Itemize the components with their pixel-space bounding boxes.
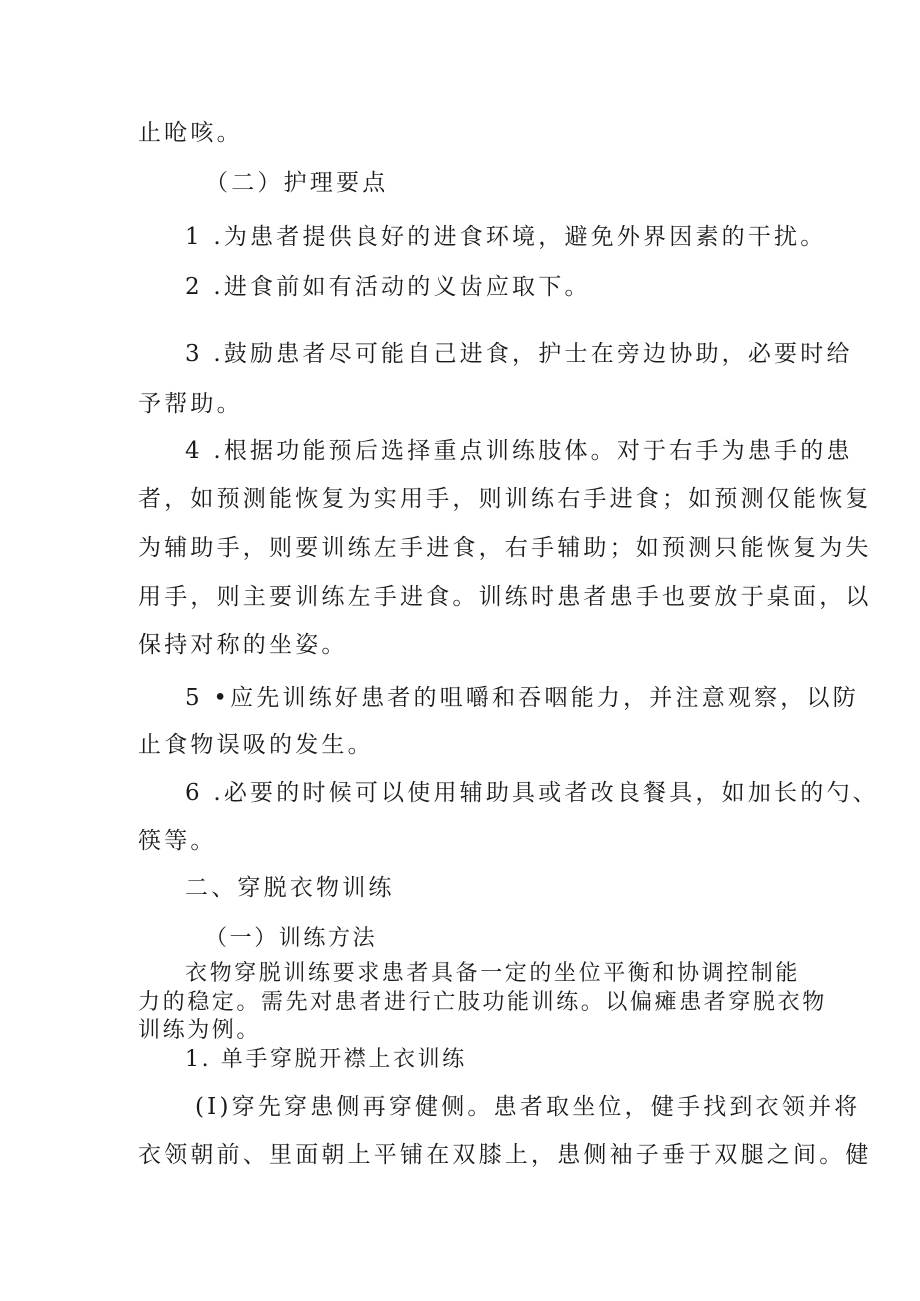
list-item: 2 .进食前如有活动的义齿应取下。 [185, 274, 591, 300]
section-heading: 二、穿脱衣物训练 [185, 875, 395, 901]
paragraph-line: 止食物误吸的发生。 [138, 732, 374, 758]
paragraph-line: 筷等。 [138, 828, 217, 854]
paragraph-line: 保持对称的坐姿。 [138, 632, 348, 658]
paragraph-line: 止呛咳。 [138, 120, 243, 146]
list-item: 1. 单手穿脱开襟上衣训练 [185, 1047, 467, 1072]
list-item: 3 .鼓励患者尽可能自己进食，护士在旁边协助，必要时给 [185, 341, 853, 367]
list-item: 6 .必要的时候可以使用辅助具或者改良餐具，如加长的勺、 [185, 780, 879, 806]
paragraph-line: 力的稳定。需先对患者进行亡肢功能训练。以偏瘫患者穿脱衣物 [138, 990, 827, 1015]
paragraph-line: 者，如预测能恢复为实用手，则训练右手进食；如预测仅能恢复 [138, 486, 872, 512]
paragraph-line: 用手，则主要训练左手进食。训练时患者患手也要放于桌面，以 [138, 584, 872, 610]
section-heading: （一）训练方法 [205, 926, 378, 951]
paragraph-line: 为辅助手，则要训练左手进食，右手辅助；如预测只能恢复为失 [138, 535, 872, 561]
section-heading: （二）护理要点 [205, 170, 389, 196]
paragraph-line: 训练为例。 [138, 1018, 262, 1043]
list-item: 4 .根据功能预后选择重点训练肢体。对于右手为患手的患 [185, 438, 853, 464]
paragraph-line: 衣物穿脱训练要求患者具备一定的坐位平衡和协调控制能 [185, 961, 801, 986]
list-item: 1 .为患者提供良好的进食环境，避免外界因素的干扰。 [185, 224, 827, 250]
paragraph-line: 衣领朝前、里面朝上平铺在双膝上，患侧袖子垂于双腿之间。健 [138, 1142, 872, 1168]
list-item: 5 •应先训练好患者的咀嚼和吞咽能力，并注意观察，以防 [185, 685, 859, 711]
list-item: (I)穿先穿患侧再穿健侧。患者取坐位，健手找到衣领并将 [195, 1094, 861, 1120]
paragraph-line: 予帮助。 [138, 391, 243, 417]
